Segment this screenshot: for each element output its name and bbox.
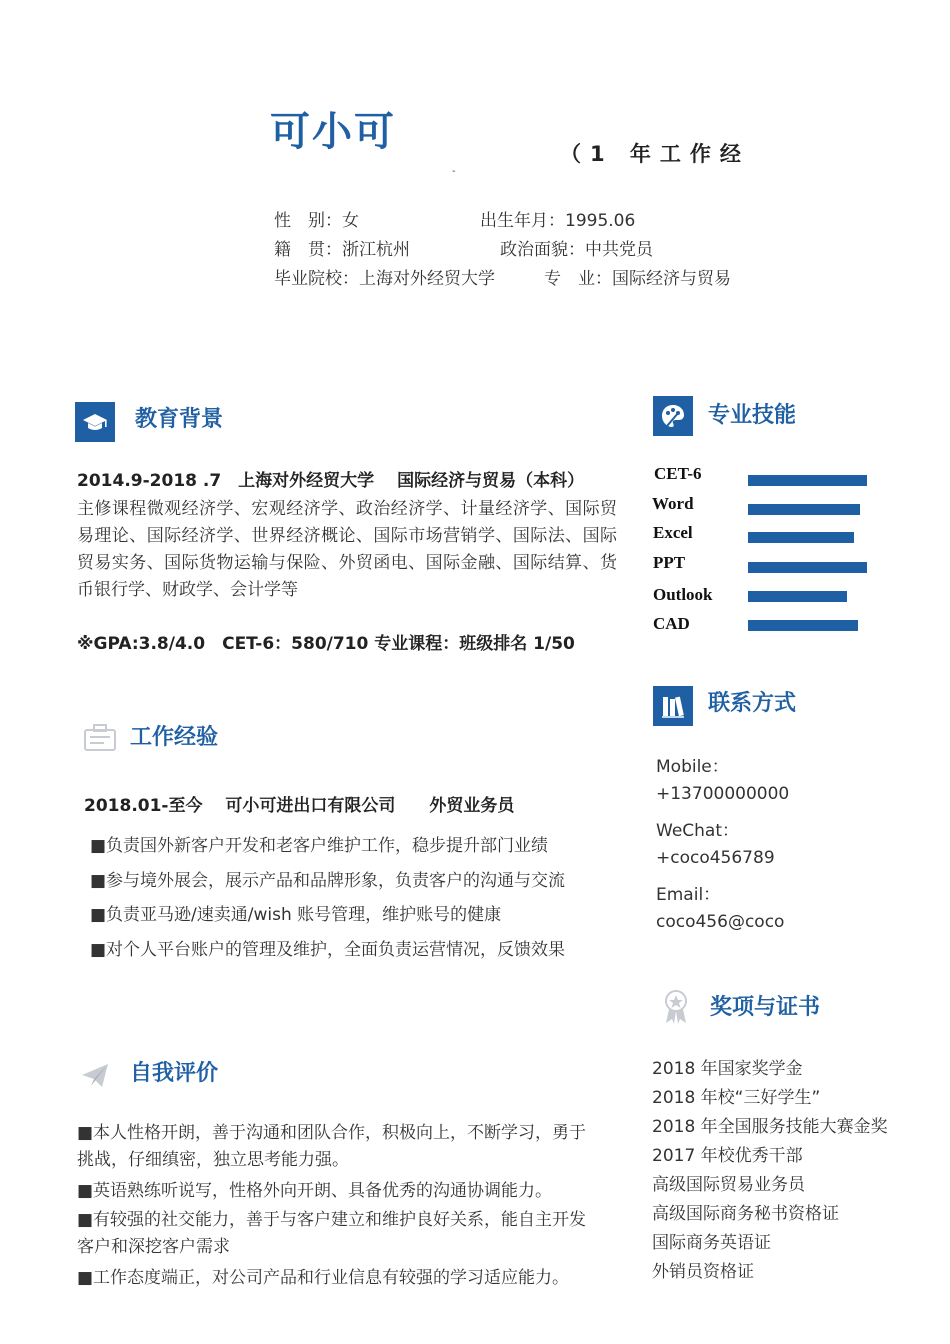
award-item: 2018 年全国服务技能大赛金奖 [652,1117,888,1137]
education-heading: 2014.9-2018 .7 上海对外经贸大学 国际经济与贸易（本科） [77,471,585,491]
work-title: 工作经验 [130,725,219,750]
school-info: 毕业院校：上海对外经贸大学 [274,269,495,289]
books-icon [653,686,693,726]
self-eval-item: ■工作态度端正，对公司产品和行业信息有较强的学习适应能力。 [77,1268,570,1288]
work-bullet: ■负责亚马逊/速卖通/wish 账号管理，维护账号的健康 [90,905,502,925]
experience-note: （1 年工作经 [560,142,750,166]
small-mark: - [452,166,456,177]
work-bullet: ■参与境外展会，展示产品和品牌形象，负责客户的沟通与交流 [90,871,566,891]
work-bullet: ■负责国外新客户开发和老客户维护工作，稳步提升部门业绩 [90,836,549,856]
self-eval-item: ■英语熟练听说写，性格外向开朗、具备优秀的沟通协调能力。 [77,1181,553,1201]
work-bullet: ■对个人平台账户的管理及维护，全面负责运营情况，反馈效果 [90,940,566,960]
palette-icon [653,396,693,436]
email-value: coco456@coco [656,912,785,932]
self-eval-item: ■本人性格开朗，善于沟通和团队合作，积极向上，不断学习，勇于挑战，仔细缜密，独立思考能力强。 [77,1123,587,1170]
candidate-name: 可小可 [270,109,396,155]
award-item: 2017 年校优秀干部 [652,1146,803,1166]
award-item: 2018 年校“三好学生” [652,1088,821,1108]
mobile-label: Mobile： [656,757,729,777]
gender-info: 性 别：女 [274,211,359,231]
briefcase-icon [82,720,118,758]
skill-bar [748,504,860,515]
graduation-cap-icon [75,402,115,442]
self-eval-item: ■有较强的社交能力，善于与客户建立和维护良好关系，能自主开发客户和深挖客户需求 [77,1210,587,1257]
skill-bar [748,532,854,543]
email-label: Email： [656,885,721,905]
skill-label: CAD [653,614,690,633]
education-gpa: ※GPA:3.8/4.0 CET-6：580/710 专业课程：班级排名 1/50 [77,634,575,654]
award-item: 高级国际商务秘书资格证 [652,1204,839,1224]
skill-bar [748,475,867,486]
work-heading: 2018.01-至今 可小可进出口有限公司 外贸业务员 [84,796,515,816]
birth-info: 出生年月：1995.06 [480,211,636,231]
political-info: 政治面貌：中共党员 [500,240,653,260]
skill-bar [748,562,867,573]
award-item: 高级国际贸易业务员 [652,1175,805,1195]
skill-label: Outlook [653,585,713,604]
contact-title: 联系方式 [708,691,797,716]
education-title: 教育背景 [135,407,224,432]
skill-label: Excel [653,523,693,542]
wechat-label: WeChat： [656,821,739,841]
award-item: 外销员资格证 [652,1262,754,1282]
self-eval-title: 自我评价 [130,1061,219,1086]
skill-bar [748,620,858,631]
skill-bar [748,591,847,602]
education-courses: 主修课程微观经济学、宏观经济学、政治经济学、计量经济学、国际贸易理论、国际经济学、世界经济概论、国际市场营销学、国际法、国际贸易实务、国际货物运输与保险、外贸函电、国际金融、国际结算、货币银行学、财政学、会计学等 [77,499,617,600]
award-item: 2018 年国家奖学金 [652,1059,803,1079]
major-info: 专 业：国际经济与贸易 [544,269,731,289]
hometown-info: 籍 贯：浙江杭州 [274,240,410,260]
mobile-value: +13700000000 [656,784,790,804]
award-item: 国际商务英语证 [652,1233,771,1253]
wechat-value: +coco456789 [656,848,775,868]
skill-label: PPT [653,553,686,572]
skills-title: 专业技能 [708,403,797,428]
awards-title: 奖项与证书 [710,995,821,1020]
paper-plane-icon [80,1060,110,1094]
medal-icon [660,988,692,1030]
skill-label: Word [652,494,694,513]
skill-label: CET-6 [654,464,702,483]
